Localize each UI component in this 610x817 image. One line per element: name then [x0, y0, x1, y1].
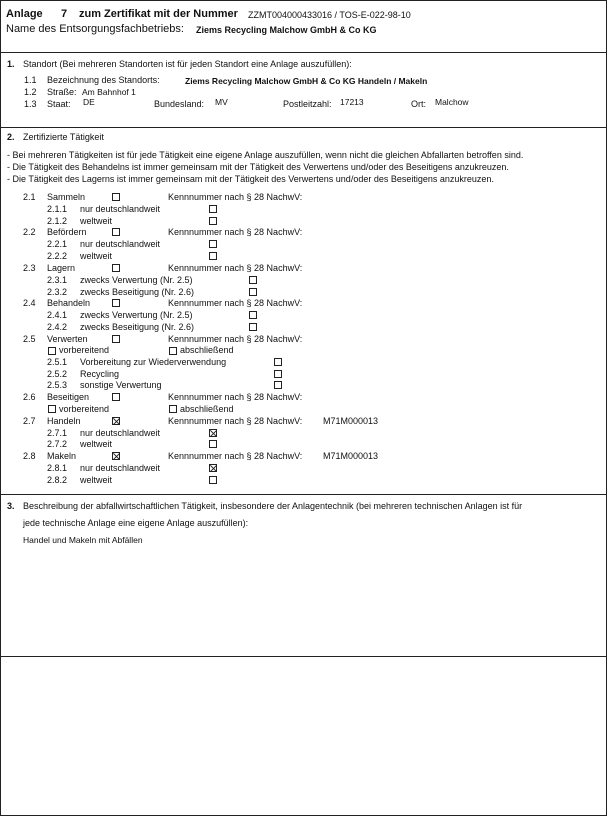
handeln-checkbox[interactable]: [112, 417, 120, 425]
item-2-2-2-number: 2.2.2: [47, 251, 68, 261]
behandeln-label: Behandeln: [47, 298, 91, 308]
option-label: zwecks Verwertung (Nr. 2.5): [80, 310, 193, 320]
beseitigen-abschliessend-checkbox[interactable]: [169, 405, 177, 413]
vorbereitung-wiederverwendung-checkbox[interactable]: [274, 358, 282, 366]
item-2-1-number: 2.1: [23, 192, 36, 202]
section1-number: 1.: [7, 59, 15, 69]
makeln-nur-deutschlandweit-checkbox[interactable]: [209, 464, 217, 472]
section2-title: Zertifizierte Tätigkeit: [23, 132, 104, 142]
item-2-7-1-number: 2.7.1: [47, 428, 68, 438]
section3-title-continued: jede technische Anlage eine eigene Anlage auszufüllen):: [23, 518, 249, 528]
item-2-8-1-number: 2.8.1: [47, 463, 68, 473]
option-label: nur deutschlandweit: [80, 239, 161, 249]
section2-note: - Die Tätigkeit des Behandelns ist immer gemeinsam mit der Tätigkeit des Verwertens und/oder des Beseitigens anzukreuzen.: [7, 162, 509, 172]
makeln-kennnummer-value: M71M000013: [323, 451, 379, 461]
option-label: abschließend: [180, 345, 234, 355]
item-2-4-1-number: 2.4.1: [47, 310, 68, 320]
kennnummer-label: Kennnummer nach § 28 NachwV:: [168, 451, 303, 461]
item-2-5-2-number: 2.5.2: [47, 369, 68, 379]
item-2-4-2-number: 2.4.2: [47, 322, 68, 332]
kennnummer-label: Kennnummer nach § 28 NachwV:: [168, 392, 303, 402]
behandeln-verwertung-checkbox[interactable]: [249, 311, 257, 319]
item-2-3-1-number: 2.3.1: [47, 275, 68, 285]
option-label: vorbereitend: [59, 404, 110, 414]
sammeln-weltweit-checkbox[interactable]: [209, 217, 217, 225]
lagern-verwertung-checkbox[interactable]: [249, 276, 257, 284]
item-2-2-number: 2.2: [23, 227, 36, 237]
section1-title: Standort (Bei mehreren Standorten ist für jeden Standort eine Anlage auszufüllen):: [23, 59, 352, 69]
field-1-1-number: 1.1: [24, 75, 37, 85]
beseitigen-checkbox[interactable]: [112, 393, 120, 401]
befoerdern-checkbox[interactable]: [112, 228, 120, 236]
option-label: weltweit: [80, 439, 113, 449]
street-value: Am Bahnhof 1: [82, 87, 136, 97]
befoerdern-weltweit-checkbox[interactable]: [209, 252, 217, 260]
option-label: nur deutschlandweit: [80, 204, 161, 214]
item-2-8-number: 2.8: [23, 451, 36, 461]
kennnummer-label: Kennnummer nach § 28 NachwV:: [168, 334, 303, 344]
kennnummer-label: Kennnummer nach § 28 NachwV:: [168, 263, 303, 273]
item-2-1-1-number: 2.1.1: [47, 204, 68, 214]
behandeln-checkbox[interactable]: [112, 299, 120, 307]
section2-note: - Die Tätigkeit des Lagerns ist immer gemeinsam mit der Tätigkeit des Verwertens und/oder des Beseitigens anzukreuzen.: [7, 174, 494, 184]
lagern-checkbox[interactable]: [112, 264, 120, 272]
sammeln-checkbox[interactable]: [112, 193, 120, 201]
certificate-label: zum Zertifikat mit der Nummer: [79, 8, 238, 20]
city-value: Malchow: [435, 97, 469, 107]
kennnummer-label: Kennnummer nach § 28 NachwV:: [168, 227, 303, 237]
option-label: nur deutschlandweit: [80, 463, 161, 473]
option-label: Vorbereitung zur Wiederverwendung: [80, 357, 227, 367]
option-label: abschließend: [180, 404, 234, 414]
verwerten-label: Verwerten: [47, 334, 88, 344]
verwerten-checkbox[interactable]: [112, 335, 120, 343]
beseitigen-vorbereitend-checkbox[interactable]: [48, 405, 56, 413]
option-label: weltweit: [80, 251, 113, 261]
divider: [0, 656, 607, 657]
befoerdern-label: Befördern: [47, 227, 87, 237]
option-label: zwecks Verwertung (Nr. 2.5): [80, 275, 193, 285]
section2-number: 2.: [7, 132, 15, 142]
country-value: DE: [83, 97, 95, 107]
field-1-3-number: 1.3: [24, 99, 37, 109]
item-2-3-number: 2.3: [23, 263, 36, 273]
item-2-7-number: 2.7: [23, 416, 36, 426]
item-2-1-2-number: 2.1.2: [47, 216, 68, 226]
verwerten-abschliessend-checkbox[interactable]: [169, 347, 177, 355]
state-label: Bundesland:: [154, 99, 205, 109]
anlage-number: 7: [61, 8, 68, 20]
handeln-weltweit-checkbox[interactable]: [209, 440, 217, 448]
site-name-value: Ziems Recycling Malchow GmbH & Co KG Handeln / Makeln: [185, 76, 428, 86]
handeln-nur-deutschlandweit-checkbox[interactable]: [209, 429, 217, 437]
kennnummer-label: Kennnummer nach § 28 NachwV:: [168, 416, 303, 426]
item-2-7-2-number: 2.7.2: [47, 439, 68, 449]
section2-note: - Bei mehreren Tätigkeiten ist für jede Tätigkeit eine eigene Anlage auszufüllen, wenn nicht die gleichen Abfallarten betroffen sind.: [7, 150, 524, 160]
option-label: weltweit: [80, 475, 113, 485]
item-2-5-1-number: 2.5.1: [47, 357, 68, 367]
lagern-label: Lagern: [47, 263, 76, 273]
company-name-value: Ziems Recycling Malchow GmbH & Co KG: [196, 25, 377, 35]
divider: [0, 127, 607, 128]
item-2-5-3-number: 2.5.3: [47, 380, 68, 390]
section3-title: Beschreibung der abfallwirtschaftlichen Tätigkeit, insbesondere der Anlagentechnik (bei mehreren technischen Anlagen ist für: [23, 501, 523, 511]
lagern-beseitigung-checkbox[interactable]: [249, 288, 257, 296]
state-value: MV: [215, 97, 228, 107]
recycling-checkbox[interactable]: [274, 370, 282, 378]
option-label: weltweit: [80, 216, 113, 226]
postal-code-value: 17213: [340, 97, 364, 107]
makeln-checkbox[interactable]: [112, 452, 120, 460]
kennnummer-label: Kennnummer nach § 28 NachwV:: [168, 298, 303, 308]
field-1-2-number: 1.2: [24, 87, 37, 97]
handeln-label: Handeln: [47, 416, 81, 426]
option-label: zwecks Beseitigung (Nr. 2.6): [80, 287, 195, 297]
makeln-label: Makeln: [47, 451, 77, 461]
country-label: Staat:: [47, 99, 71, 109]
option-label: vorbereitend: [59, 345, 110, 355]
item-2-2-1-number: 2.2.1: [47, 239, 68, 249]
option-label: nur deutschlandweit: [80, 428, 161, 438]
option-label: zwecks Beseitigung (Nr. 2.6): [80, 322, 195, 332]
beseitigen-label: Beseitigen: [47, 392, 90, 402]
makeln-weltweit-checkbox[interactable]: [209, 476, 217, 484]
anlage-label: Anlage: [6, 8, 43, 20]
activity-description-value: Handel und Makeln mit Abfällen: [23, 535, 143, 545]
behandeln-beseitigung-checkbox[interactable]: [249, 323, 257, 331]
city-label: Ort:: [411, 99, 426, 109]
befoerdern-nur-deutschlandweit-checkbox[interactable]: [209, 240, 217, 248]
option-label: sonstige Verwertung: [80, 380, 162, 390]
site-name-label: Bezeichnung des Standorts:: [47, 75, 160, 85]
sammeln-label: Sammeln: [47, 192, 86, 202]
item-2-5-number: 2.5: [23, 334, 36, 344]
street-label: Straße:: [47, 87, 77, 97]
item-2-4-number: 2.4: [23, 298, 36, 308]
sammeln-nur-deutschlandweit-checkbox[interactable]: [209, 205, 217, 213]
item-2-3-2-number: 2.3.2: [47, 287, 68, 297]
divider: [0, 52, 607, 53]
divider: [0, 494, 607, 495]
item-2-8-2-number: 2.8.2: [47, 475, 68, 485]
certificate-number: ZZMT004000433016 / TOS-E-022-98-10: [248, 10, 411, 20]
sonstige-verwertung-checkbox[interactable]: [274, 381, 282, 389]
verwerten-vorbereitend-checkbox[interactable]: [48, 347, 56, 355]
option-label: Recycling: [80, 369, 120, 379]
company-name-label: Name des Entsorgungsfachbetriebs:: [6, 23, 184, 35]
item-2-6-number: 2.6: [23, 392, 36, 402]
postal-code-label: Postleitzahl:: [283, 99, 332, 109]
section3-number: 3.: [7, 501, 15, 511]
kennnummer-label: Kennnummer nach § 28 NachwV:: [168, 192, 303, 202]
handeln-kennnummer-value: M71M000013: [323, 416, 379, 426]
